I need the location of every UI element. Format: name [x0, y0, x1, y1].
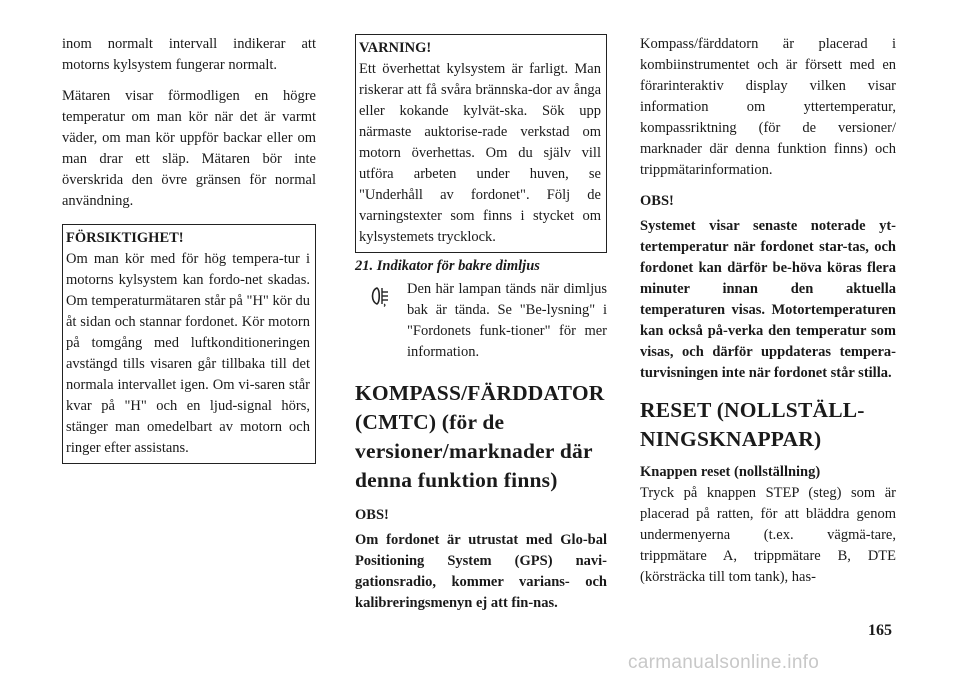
warning-title: VARNING! [359, 40, 432, 56]
indicator-block [355, 279, 607, 363]
warning-text: Ett överhettat kylsystem är farligt. Man riskerar att få svåra brännska-dor av ånga eller kokande kylvät-ska. Sök upp närmaste auktorise-rade verkstad om motorn överhettas. Om du själv vill utföra arbeten under huven, se "Underhåll av fordonet". Följ de varningstexter som finns i stycket om kylsystemets trycklock. [359, 61, 601, 245]
paragraph: inom normalt intervall indikerar att motorns kylsystem fungerar normalt. [62, 36, 316, 73]
column-1 [62, 34, 316, 464]
caution-text: Om man kör med för hög tempera-tur i motorns kylsystem kan fordo-net skadas. Om temperaturmätaren står på "H" kör du åt sidan och stannar fordonet. Kör motorn på tomgång med luftkonditioneringen avstängd tills visaren går tillbaka till det normala intervallet igen. Om vi-saren står kvar på "H" och en ljud-signal hörs, stänger man omedelbart av motorn och ringer efter assistans. [66, 251, 310, 456]
page-number: 165 [868, 622, 892, 639]
warning-box [355, 34, 607, 253]
caution-box [62, 224, 316, 464]
subheading: Knappen reset (nollställning) [640, 464, 821, 480]
note-text: Om fordonet är utrustat med Glo-bal Positioning System (GPS) navi-gationsradio, kommer varians- och kalibreringsmenyn ej att fin-nas. [355, 532, 607, 611]
section-heading-reset: RESET (NOLLSTÄLL-NINGSKNAPPAR) [640, 398, 865, 451]
note-label: OBS! [640, 193, 674, 209]
watermark: carmanualsonline.info [628, 652, 820, 673]
indicator-text: Den här lampan tänds när dimljus bak är tända. Se "Be-lysning" i "Fordonets funk-tioner" för mer information. [407, 281, 607, 360]
rear-fog-light-icon [369, 285, 389, 307]
column-3 [640, 34, 896, 588]
paragraph: Tryck på knappen STEP (steg) som är placerad på ratten, för att bläddra genom undermenyerna (t.ex. vägmä-tare, trippmätare A, trippmätare B, DTE (körsträcka till tom tank), has- [640, 485, 896, 585]
caution-title: FÖRSIKTIGHET! [66, 230, 184, 246]
note-label: OBS! [355, 507, 389, 523]
indicator-title: 21. Indikator för bakre dimljus [355, 258, 540, 274]
section-heading-compass: KOMPASS/FÄRDDATOR (CMTC) (för de versioner/marknader där denna funktion finns) [355, 381, 605, 492]
note-text: Systemet visar senaste noterade yt-tertemperatur när fordonet star-tas, och fordonet kan därför be-höva köras flera minuter innan den aktuella temperaturen visas. Motortemperaturen kan också på-verka den temperatur som visas, och därför uppdateras tempera-turvisningen inte när fordonet står stilla. [640, 218, 896, 381]
paragraph: Kompass/färddatorn är placerad i kombiinstrumentet och är försett med en förarinteraktiv display vilken visar information om yttertemperatur, kompassriktning (för de versioner/ marknader där denna funktion finns) och trippmätarinformation. [640, 36, 896, 178]
column-2 [355, 34, 607, 614]
paragraph: Mätaren visar förmodligen en högre temperatur om man kör när det är varmt väder, om man kör uppför backar eller om man drar ett släp. Mätaren bör inte överskrida den övre gränsen för normal användning. [62, 88, 316, 209]
